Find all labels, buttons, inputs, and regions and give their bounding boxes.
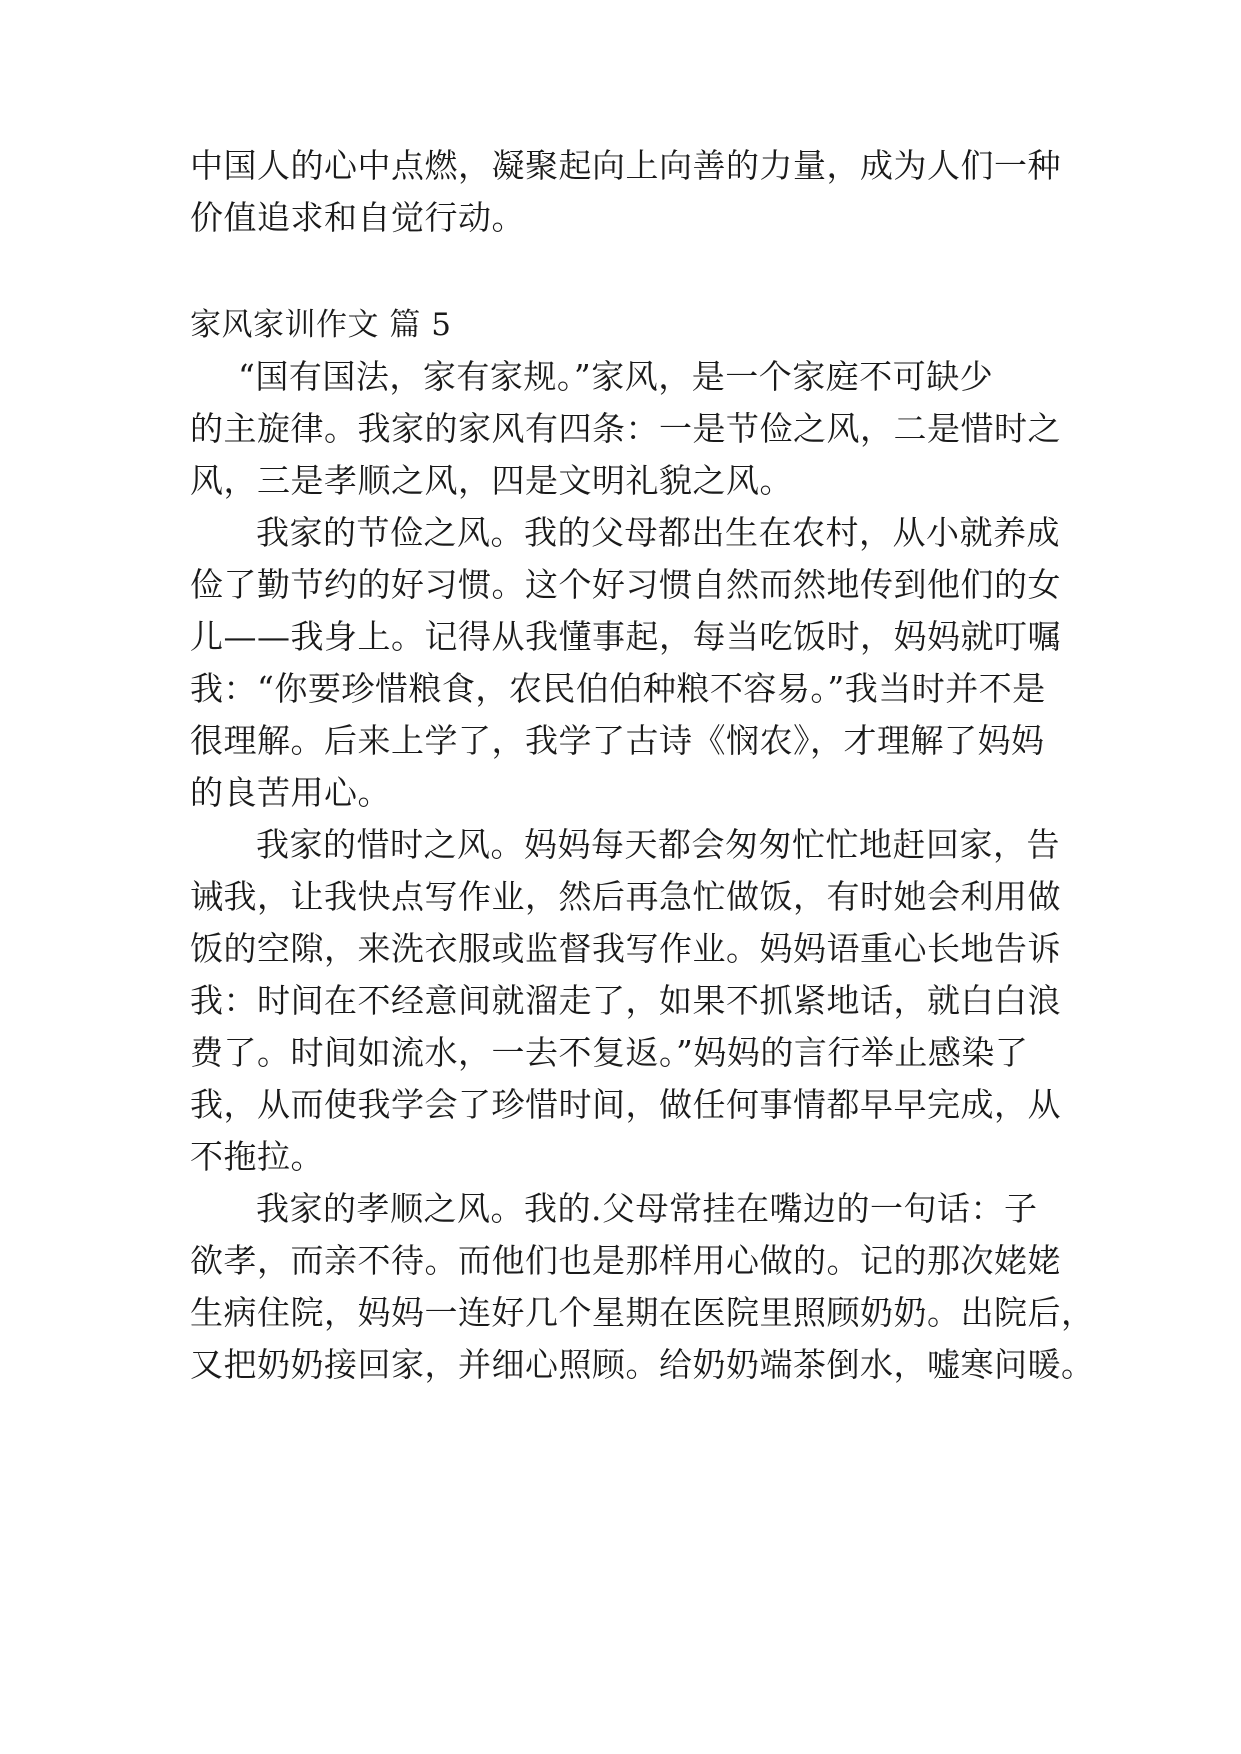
paragraph-line: 我家的惜时之风。妈妈每天都会匆匆忙忙地赶回家，告 [256,825,1060,864]
paragraph-line: 生病住院，妈妈一连好几个星期在医院里照顾奶奶。出院后， [190,1293,1095,1332]
paragraph-line: 饭的空隙，来洗衣服或监督我写作业。妈妈语重心长地告诉 [190,929,1061,968]
intro-line-1: 中国人的心中点燃，凝聚起向上向善的力量，成为人们一种 [190,146,1061,185]
paragraph-line: 我家的节俭之风。我的父母都出生在农村，从小就养成 [256,513,1060,552]
paragraph-line: 的主旋律。我家的家风有四条：一是节俭之风，二是惜时之 [190,409,1061,448]
section-title: 家风家训作文 篇 5 [190,307,452,343]
paragraph-line: 俭了勤节约的好习惯。这个好习惯自然而然地传到他们的女 [190,565,1061,604]
paragraph-line: 费了。时间如流水，一去不复返。”妈妈的言行举止感染了 [190,1033,1029,1072]
paragraph-line: 很理解。后来上学了，我学了古诗《悯农》，才理解了妈妈 [190,721,1045,760]
paragraph-line: 我：“你要珍惜粮食，农民伯伯种粮不容易。”我当时并不是 [190,669,1046,708]
paragraph-line: 不拖拉。 [190,1137,324,1176]
paragraph-line: 我：时间在不经意间就溜走了，如果不抓紧地话，就白白浪 [190,981,1061,1020]
paragraph-line: 儿——我身上。记得从我懂事起，每当吃饭时，妈妈就叮嘱 [190,617,1061,656]
paragraph-line: 风，三是孝顺之风，四是文明礼貌之风。 [190,461,793,500]
paragraph-line: 的良苦用心。 [190,773,391,812]
intro-line-2: 价值追求和自觉行动。 [190,198,525,237]
paragraph-line: 我，从而使我学会了珍惜时间，做任何事情都早早完成，从 [190,1085,1061,1124]
paragraph-line: “国有国法，家有家规。”家风，是一个家庭不可缺少 [238,357,994,396]
paragraph-line: 欲孝，而亲不待。而他们也是那样用心做的。记的那次姥姥 [190,1241,1061,1280]
paragraph-line: 我家的孝顺之风。我的.父母常挂在嘴边的一句话：子 [256,1189,1038,1228]
paragraph-line: 又把奶奶接回家，并细心照顾。给奶奶端茶倒水，嘘寒问暖。 [190,1345,1095,1384]
paragraph-line: 诫我，让我快点写作业，然后再急忙做饭，有时她会利用做 [190,877,1061,916]
